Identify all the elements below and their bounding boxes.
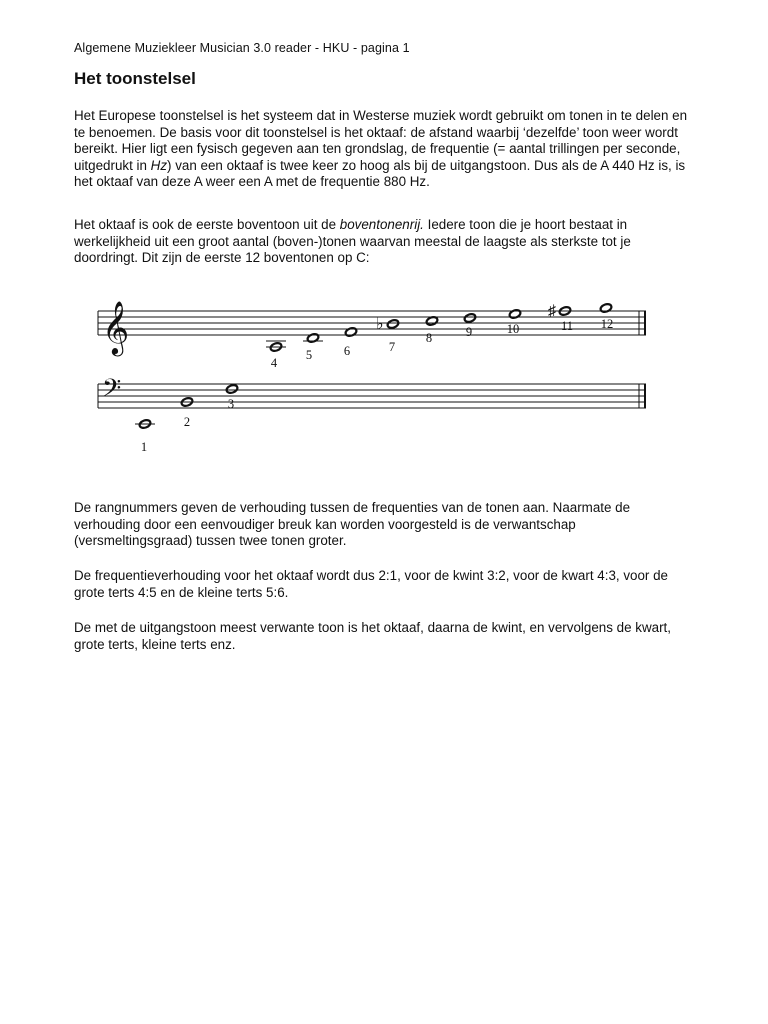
emphasis-hz: Hz — [150, 157, 168, 173]
overtone-number-label: 12 — [600, 317, 614, 331]
overtone-number-label: 3 — [227, 397, 235, 411]
overtone-number-label: 1 — [140, 440, 148, 454]
overtone-notes — [135, 303, 613, 454]
overtone-number-label: 8 — [425, 331, 433, 345]
overtone-number-label: 9 — [465, 325, 473, 339]
paragraph-octave-intro — [74, 108, 694, 191]
overtone-number-label: 7 — [388, 340, 396, 354]
overtone-number-label: 5 — [305, 348, 313, 362]
paragraph-text: ) van een oktaaf is twee keer zo hoog als bij de uitgangstoon. Dus als de A 440 Hz is, is het oktaaf van deze A weer een A met de frequentie 880 Hz. — [74, 157, 686, 190]
whole-note-6 — [345, 327, 358, 338]
whole-note-10 — [509, 309, 522, 320]
paragraph-intervals: De frequentieverhouding voor het oktaaf wordt dus 2:1, voor de kwint 3:2, voor de kwart 4:3, voor de grote terts 4:5 en de kleine terts 5:6. — [74, 568, 668, 600]
overtone-number-label: 11 — [560, 319, 574, 333]
emphasis-boventonenrij: boventonenrij. — [339, 217, 424, 232]
flat-icon: ♭ — [376, 316, 384, 333]
sharp-icon: ♯ — [548, 303, 556, 320]
paragraph-overtones — [74, 217, 694, 267]
whole-note-12 — [600, 303, 613, 314]
paragraph-text: Het Europese toonstelsel is het systeem dat in Westerse muziek wordt gebruikt om tonen in te delen en te benoemen. De basis voor dit toonstelsel is het oktaaf: de afstand waarbij ‘dezelfde’ toon weer wordt bereikt. Hier ligt een fysisch gegeven aan ten grondslag, de frequentie (= aantal trillingen per seconde, uitgedrukt in — [74, 108, 688, 173]
whole-note-5 — [307, 333, 320, 344]
page-header: Algemene Muziekleer Musician 3.0 reader - HKU - pagina 1 — [74, 41, 410, 55]
overtone-series-score — [90, 290, 660, 460]
overtone-number-label: 2 — [183, 415, 191, 429]
whole-note-9 — [464, 313, 477, 324]
paragraph-text: Iedere toon die je hoort bestaat in werkelijkheid uit een groot aantal (boven-)tonen waarvan meestal de laagste als sterkste tot je doordringt. Dit zijn de eerste 12 boventonen op C: — [74, 217, 631, 266]
treble-clef-icon: 𝄞 — [102, 300, 130, 354]
overtone-number-label: 6 — [343, 344, 351, 358]
whole-note-7 — [387, 319, 400, 330]
paragraph-ratios: De rangnummers geven de verhouding tussen de frequenties van de tonen aan. Naarmate de verhouding door een eenvoudiger breuk kan worden voorgesteld is de verwantschap (versmeltingsgraad) tussen twee tonen groter. — [74, 500, 631, 549]
section-title: Het toonstelsel — [74, 69, 196, 88]
bass-clef-icon: 𝄢 — [102, 374, 122, 409]
paragraph-text: Het oktaaf is ook de eerste boventoon uit de — [74, 217, 340, 232]
whole-note-3 — [226, 384, 239, 395]
paragraph-relationship: De met de uitgangstoon meest verwante toon is het oktaaf, daarna de kwint, en vervolgens de kwart, grote terts, kleine terts enz. — [74, 620, 671, 652]
overtone-number-label: 10 — [506, 322, 520, 336]
overtone-number-label: 4 — [270, 356, 278, 370]
